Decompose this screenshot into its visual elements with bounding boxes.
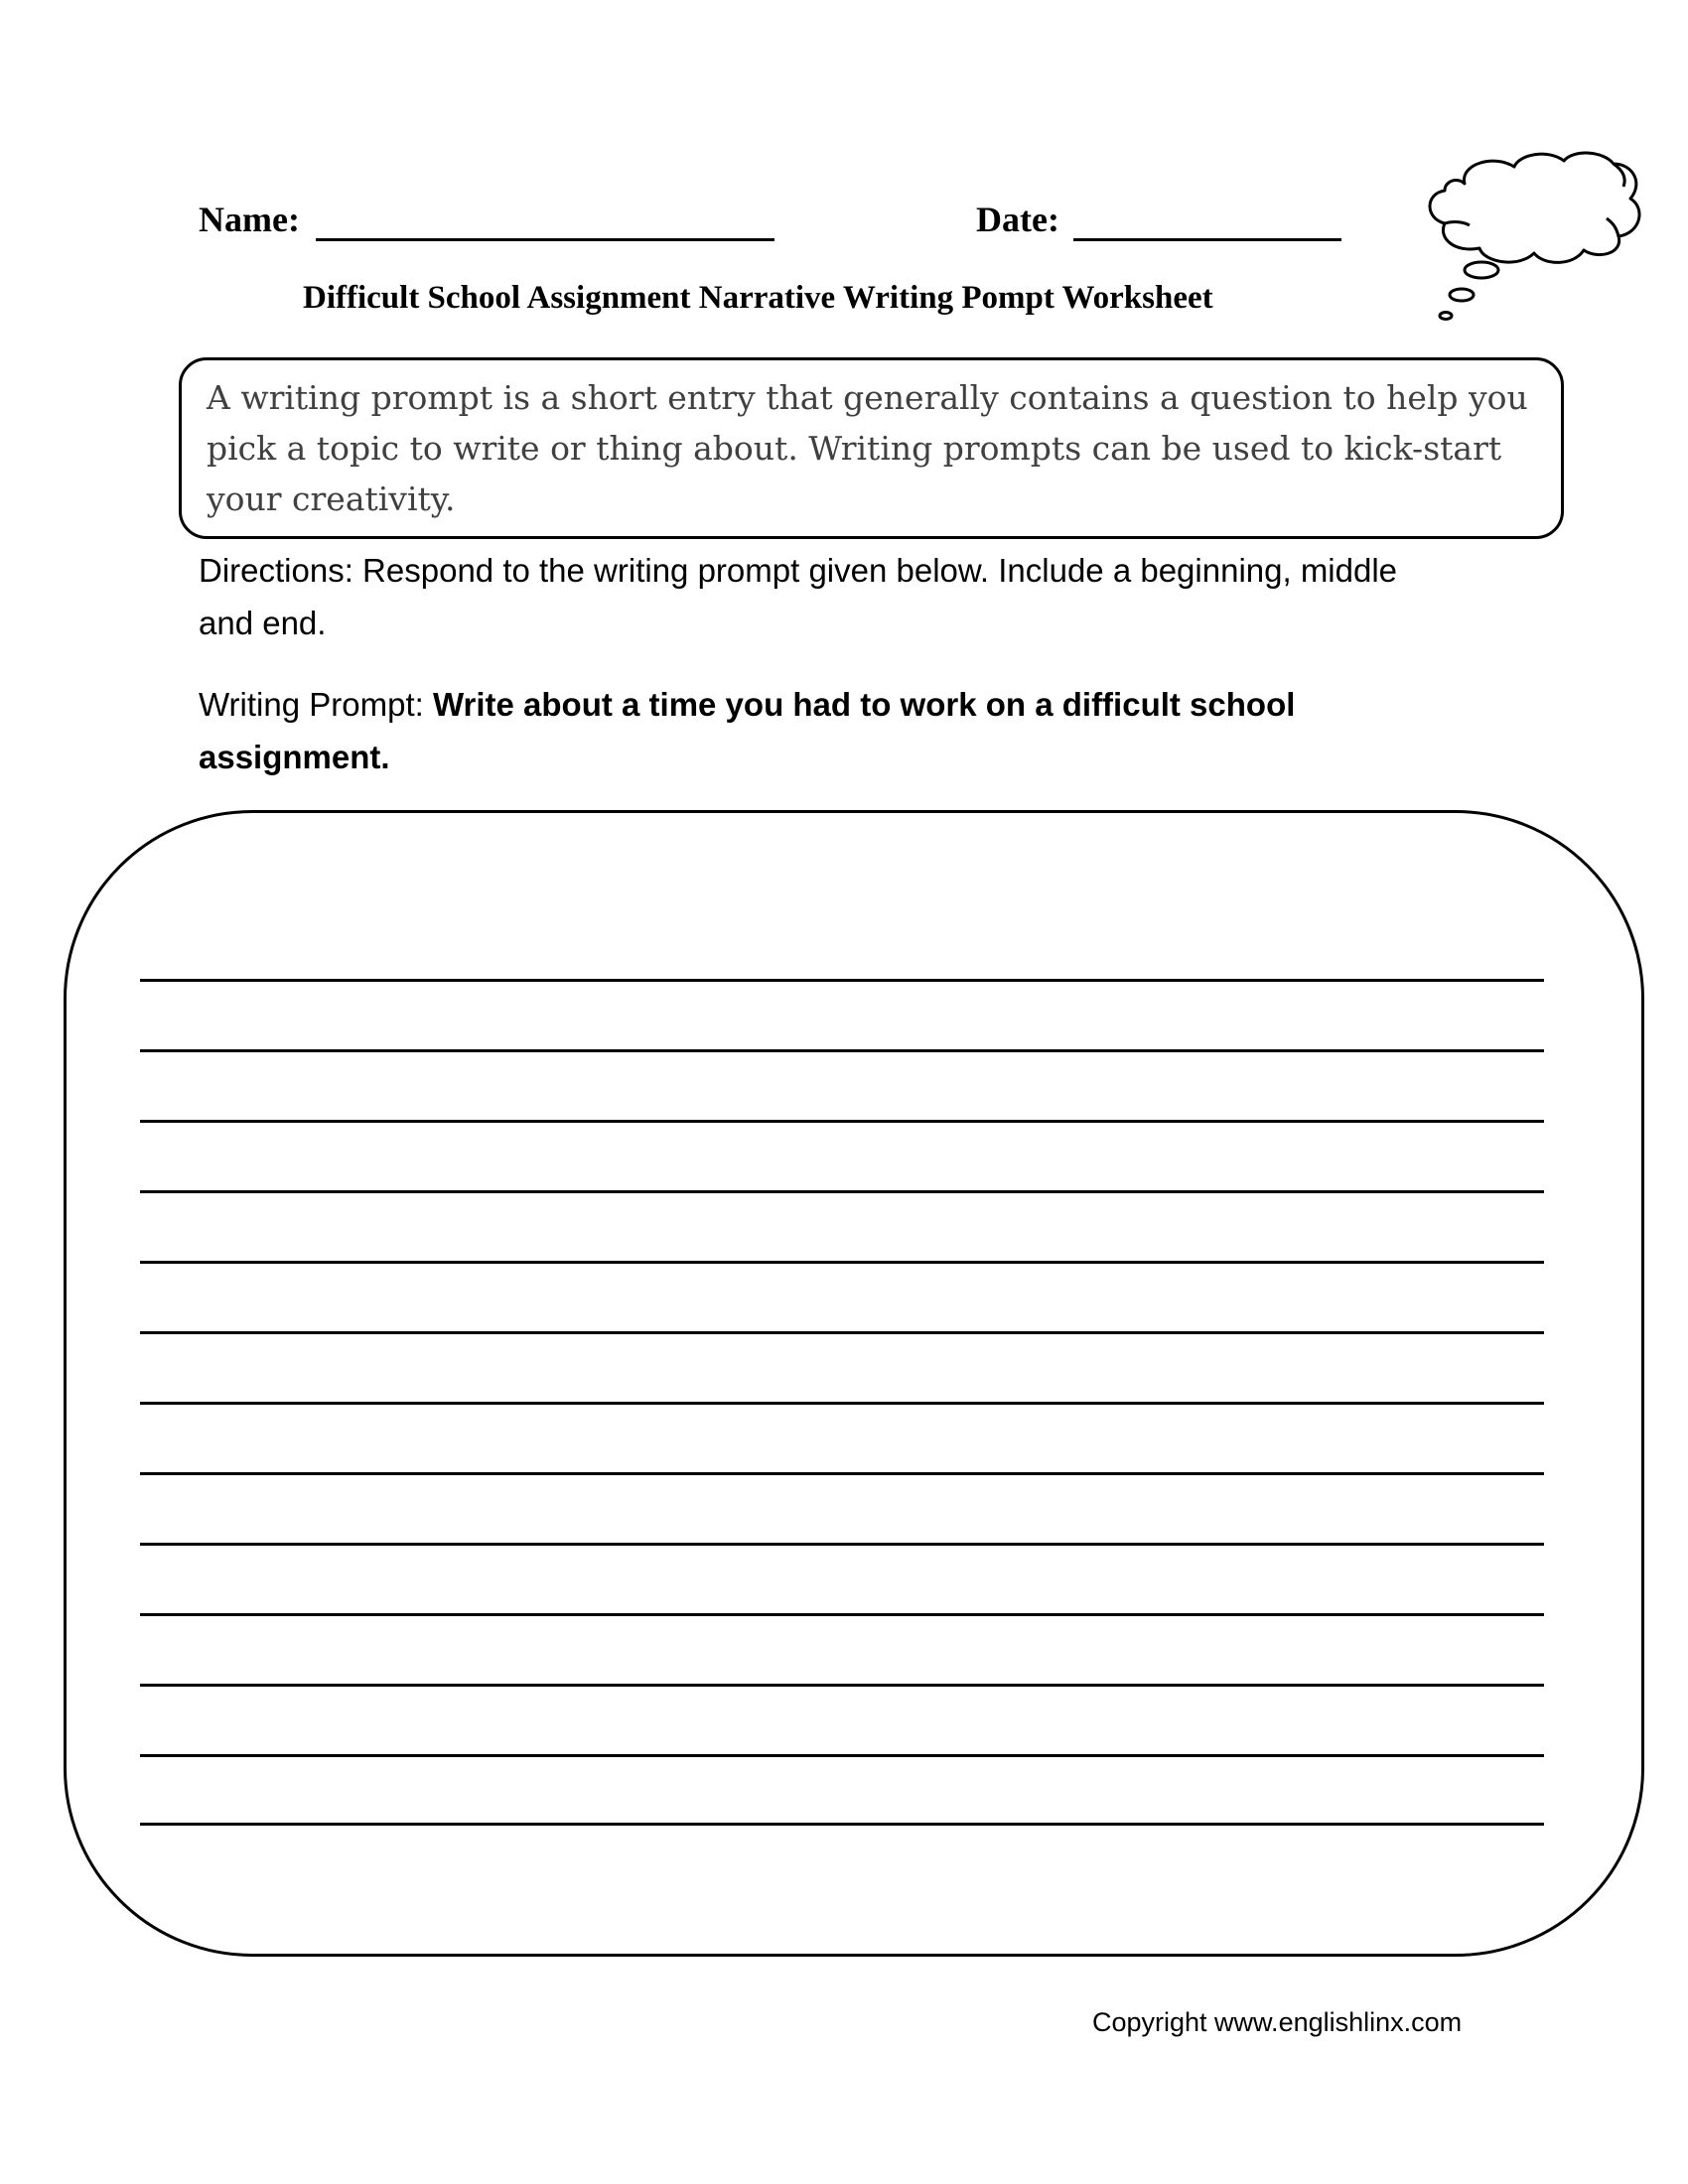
writing-line[interactable] bbox=[140, 1190, 1544, 1193]
writing-line[interactable] bbox=[140, 1684, 1544, 1687]
worksheet-title: Difficult School Assignment Narrative Writing Pompt Worksheet bbox=[303, 280, 1213, 316]
date-field[interactable] bbox=[1073, 238, 1341, 241]
writing-line[interactable] bbox=[140, 1261, 1544, 1264]
intro-text: A writing prompt is a short entry that generally contains a question to help you pick a topic to write or thing about. Writing prompts can be used to kick-start your creativity. bbox=[207, 378, 1528, 518]
writing-line[interactable] bbox=[140, 1613, 1544, 1616]
thought-bubble-icon bbox=[1420, 149, 1648, 328]
writing-prompt bbox=[199, 678, 1440, 783]
writing-prompt-label: Writing Prompt: bbox=[199, 686, 433, 723]
answer-box bbox=[64, 810, 1644, 1957]
writing-line[interactable] bbox=[140, 1472, 1544, 1475]
name-label: Name: bbox=[199, 200, 300, 239]
intro-box bbox=[179, 357, 1564, 539]
writing-line[interactable] bbox=[140, 1402, 1544, 1405]
writing-line[interactable] bbox=[140, 1823, 1544, 1826]
name-field[interactable] bbox=[316, 238, 774, 241]
writing-line[interactable] bbox=[140, 1049, 1544, 1052]
copyright-text: Copyright www.englishlinx.com bbox=[1092, 2007, 1463, 2037]
writing-prompt-text: Write about a time you had to work on a difficult school assignment. bbox=[199, 686, 1296, 775]
writing-line[interactable] bbox=[140, 1331, 1544, 1334]
writing-line[interactable] bbox=[140, 1543, 1544, 1546]
writing-line[interactable] bbox=[140, 1120, 1544, 1123]
date-label: Date: bbox=[976, 200, 1059, 239]
writing-line[interactable] bbox=[140, 979, 1544, 982]
writing-line[interactable] bbox=[140, 1754, 1544, 1757]
directions-text: Directions: Respond to the writing prompt given below. Include a beginning, middle and end. bbox=[199, 552, 1398, 641]
